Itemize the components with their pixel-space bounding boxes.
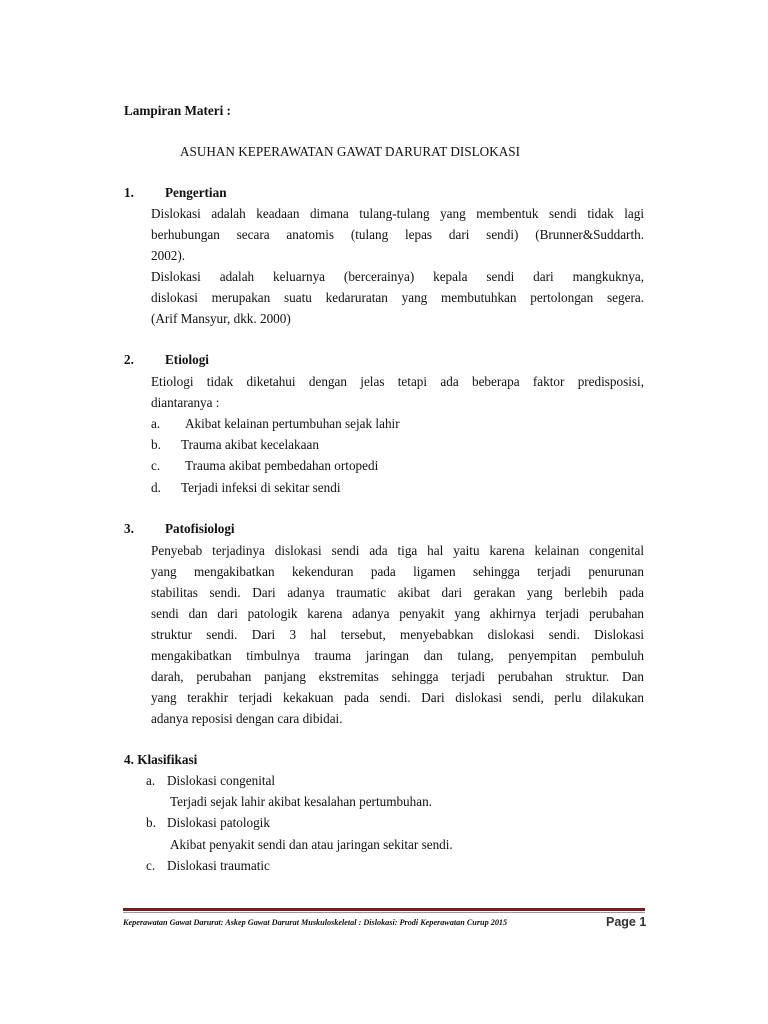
paragraph-line: Dislokasi adalah keluarnya (bercerainya) kepala sendi dari mangkuknya,	[151, 269, 644, 284]
paragraph-line: 2002).	[151, 248, 186, 263]
section-number: 2.	[124, 352, 134, 367]
paragraph-line: darah, perubahan panjang ekstremitas sehingga terjadi perubahan struktur. Dan	[151, 669, 644, 684]
section-heading-pengertian: Pengertian	[165, 185, 227, 200]
document-title: ASUHAN KEPERAWATAN GAWAT DARURAT DISLOKASI	[180, 144, 520, 159]
list-item: Trauma akibat pembedahan ortopedi	[185, 458, 379, 473]
list-marker: b.	[151, 437, 161, 452]
paragraph-line: adanya reposisi dengan cara dibidai.	[151, 711, 343, 726]
paragraph-line: dislokasi merupakan suatu kedaruratan yang membutuhkan pertolongan segera.	[151, 290, 644, 305]
footer-rule-secondary	[123, 912, 645, 913]
list-marker: c.	[146, 858, 156, 873]
section-number: 3.	[124, 521, 134, 536]
paragraph-line: sendi dan dari patologik karena adanya penyakit yang akhirnya terjadi perubahan	[151, 606, 644, 621]
paragraph-line: diantaranya :	[151, 395, 220, 410]
section-heading-etiologi: Etiologi	[165, 352, 209, 367]
list-marker: d.	[151, 480, 161, 495]
footer-text: Keperawatan Gawat Darurat: Askep Gawat Darurat Muskuloskeletal : Dislokasi: Prodi Keperawatan Curup 2015	[123, 918, 508, 927]
list-marker: b.	[146, 815, 156, 830]
list-item: Terjadi infeksi di sekitar sendi	[181, 480, 341, 495]
list-marker: c.	[151, 458, 161, 473]
section-number: 1.	[124, 185, 134, 200]
list-item: Dislokasi congenital	[167, 773, 276, 788]
paragraph-line: berhubungan secara anatomis (tulang lepas dari sendi) (Brunner&Suddarth.	[151, 227, 644, 242]
paragraph-line: yang mengakibatkan kekenduran pada ligamen sehingga terjadi penurunan	[151, 564, 644, 579]
page-number: Page 1	[606, 915, 647, 929]
lampiran-label: Lampiran Materi :	[124, 103, 231, 118]
list-marker: a.	[151, 416, 161, 431]
paragraph-line: Etiologi tidak diketahui dengan jelas tetapi ada beberapa faktor predisposisi,	[151, 374, 644, 389]
list-item: Trauma akibat kecelakaan	[181, 437, 319, 452]
list-item: Akibat kelainan pertumbuhan sejak lahir	[185, 416, 400, 431]
footer-rule-primary	[123, 908, 645, 911]
list-marker: a.	[146, 773, 156, 788]
paragraph-line: (Arif Mansyur, dkk. 2000)	[151, 311, 291, 326]
section-heading-patofisiologi: Patofisiologi	[165, 521, 235, 536]
paragraph-line: mengakibatkan timbulnya trauma jaringan dan tulang, penyempitan pembuluh	[151, 648, 644, 663]
section-heading-klasifikasi: 4. Klasifikasi	[124, 752, 198, 767]
paragraph-line: struktur sendi. Dari 3 hal tersebut, menyebabkan dislokasi sendi. Dislokasi	[151, 627, 644, 642]
list-item: Dislokasi patologik	[167, 815, 270, 830]
list-item-description: Terjadi sejak lahir akibat kesalahan pertumbuhan.	[170, 794, 432, 809]
list-item-description: Akibat penyakit sendi dan atau jaringan sekitar sendi.	[170, 837, 453, 852]
paragraph-line: stabilitas sendi. Dari adanya traumatic akibat dari gerakan yang berlebih pada	[151, 585, 644, 600]
paragraph-line: Penyebab terjadinya dislokasi sendi ada tiga hal yaitu karena kelainan congenital	[151, 543, 644, 558]
paragraph-line: Dislokasi adalah keadaan dimana tulang-tulang yang membentuk sendi tidak lagi	[151, 206, 644, 221]
paragraph-line: yang terakhir terjadi kekakuan pada sendi. Dari dislokasi sendi, perlu dilakukan	[151, 690, 644, 705]
list-item: Dislokasi traumatic	[167, 858, 270, 873]
